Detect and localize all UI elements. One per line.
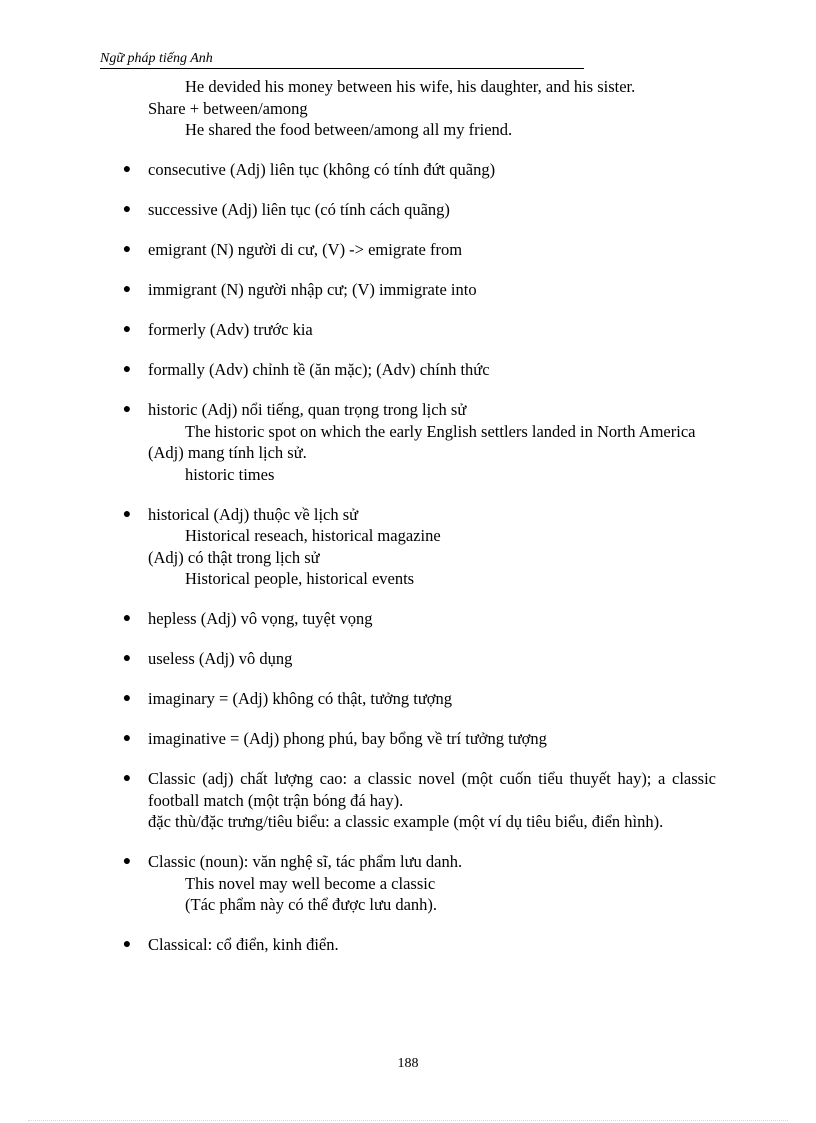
entry-definition: formally (Adv) chỉnh tề (ăn mặc); (Adv) chính thức: [148, 360, 490, 379]
running-header: Ngữ pháp tiếng Anh: [100, 50, 584, 69]
bullet-icon: ●: [122, 402, 132, 417]
example-sentence: He shared the food between/among all my friend.: [185, 120, 513, 139]
bullet-icon: ●: [122, 937, 132, 952]
example-sentence: This novel may well become a classic: [185, 873, 436, 893]
entry-definition: historical (Adj) thuộc về lịch sử: [148, 504, 359, 524]
entry-definition: Classical: cổ điển, kinh điển.: [148, 935, 339, 954]
vocab-entry: [122, 159, 716, 181]
entry-definition: imaginary = (Adj) không có thật, tưởng tượng: [148, 689, 453, 708]
entry-definition: Classic (noun): văn nghệ sĩ, tác phẩm lưu danh.: [148, 852, 463, 871]
vocab-entry: [122, 851, 716, 916]
vocab-entry: [122, 239, 716, 261]
vocab-entry: [122, 319, 716, 341]
example-sentence: Historical reseach, historical magazine: [185, 526, 441, 545]
vocab-entry: [122, 728, 716, 750]
entry-definition: (Adj) mang tính lịch sử.: [148, 443, 307, 462]
bullet-icon: ●: [122, 731, 132, 746]
entry-definition: formerly (Adv) trước kia: [148, 320, 313, 339]
bullet-icon: ●: [122, 611, 132, 626]
example-sentence: The historic spot on which the early English settlers landed in North America: [185, 421, 696, 441]
vocab-entry: [122, 688, 716, 710]
bullet-icon: ●: [122, 506, 132, 522]
vocab-entry: [122, 359, 716, 381]
entry-definition: Classic (adj) chất lượng cao: a classic novel (một cuốn tiểu thuyết hay); a classic football match (một trận bóng đá hay).: [148, 769, 721, 810]
bullet-icon: ●: [122, 202, 132, 217]
vocab-entry: [122, 648, 716, 670]
example-sentence: historic times: [185, 464, 275, 484]
entry-definition: đặc thù/đặc trưng/tiêu biểu: a classic example (một ví dụ tiêu biểu, điển hình).: [148, 812, 664, 831]
vocab-entry: [122, 504, 716, 590]
entry-definition: historic (Adj) nổi tiếng, quan trọng trong lịch sử: [148, 400, 467, 419]
example-translation: (Tác phẩm này có thể được lưu danh).: [185, 895, 438, 914]
bullet-icon: ●: [122, 322, 132, 337]
vocab-entry: [122, 934, 716, 956]
bullet-icon: ●: [122, 362, 132, 377]
bullet-icon: ●: [122, 854, 132, 869]
intro-block: [148, 76, 716, 141]
vocab-entry: [122, 279, 716, 301]
example-sentence: He devided his money between his wife, his daughter, and his sister.: [185, 77, 636, 96]
entry-definition: successive (Adj) liên tục (có tính cách quãng): [148, 200, 450, 219]
bullet-icon: ●: [122, 242, 132, 257]
entry-definition: emigrant (N) người di cư, (V) -> emigrate from: [148, 240, 463, 259]
bullet-icon: ●: [122, 162, 132, 177]
entry-definition: useless (Adj) vô dụng: [148, 649, 293, 668]
bullet-icon: ●: [122, 651, 132, 666]
usage-note: Share + between/among: [148, 98, 308, 118]
bullet-icon: ●: [122, 771, 132, 786]
entry-definition: imaginative = (Adj) phong phú, bay bổng về trí tưởng tượng: [148, 729, 547, 748]
entry-definition: immigrant (N) người nhập cư; (V) immigrate into: [148, 280, 477, 299]
vocab-entry: [122, 399, 716, 485]
entry-definition: consecutive (Adj) liên tục (không có tính đứt quãng): [148, 160, 496, 179]
bullet-icon: ●: [122, 282, 132, 297]
vocab-entry: [122, 608, 716, 630]
example-sentence: Historical people, historical events: [185, 569, 415, 588]
entry-definition: (Adj) có thật trong lịch sử: [148, 547, 320, 567]
page-number: 188: [397, 1056, 419, 1071]
vocab-entry: [122, 199, 716, 221]
bullet-icon: ●: [122, 691, 132, 706]
page-content: [122, 76, 721, 956]
page-bottom-divider: [28, 1120, 788, 1121]
vocab-entry: [122, 768, 721, 833]
entry-definition: hepless (Adj) vô vọng, tuyệt vọng: [148, 609, 373, 628]
